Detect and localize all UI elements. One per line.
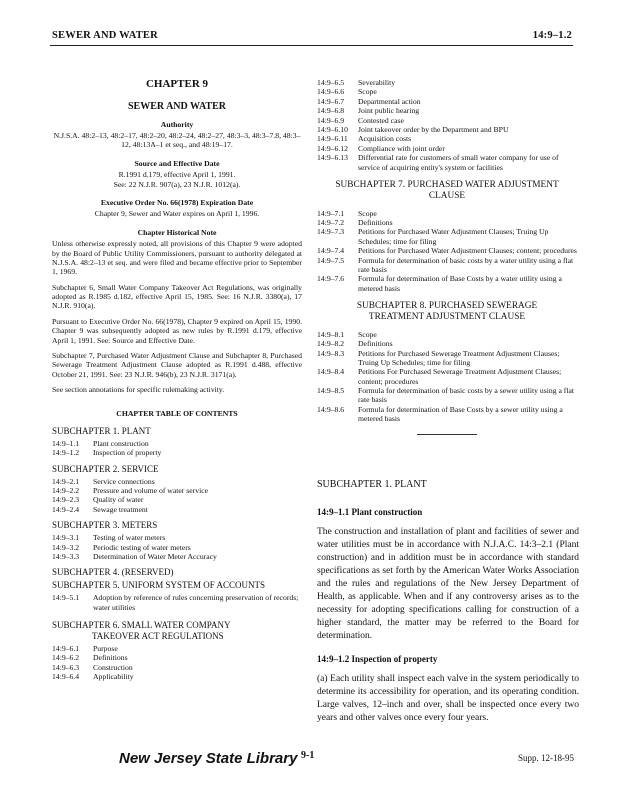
toc-entry: 14:9–6.10 Joint takeover order by the Department and BPU [317, 124, 509, 134]
toc-entry: 14:9–8.3 Petitions for Purchased Sewerage Treatment Adjustment Clauses; Truing Up Schedules; time for filing [317, 348, 560, 367]
toc-subchapter-1: SUBCHAPTER 1. PLANT [52, 425, 151, 436]
historical-note-p5: See section annotations for specific rulemaking activity. [52, 385, 225, 395]
toc-entry: 14:9–8.5 Formula for determination of basic costs by a sewer utility using a flat rate basis [317, 386, 575, 405]
toc-entry: 14:9–6.12 Compliance with joint order [317, 143, 445, 153]
toc-entry: 14:9–6.11 Acquisition costs [317, 134, 412, 144]
subchapter-1-body [317, 478, 579, 735]
toc-subchapter-5: SUBCHAPTER 5. UNIFORM SYSTEM OF ACCOUNTS [52, 580, 266, 591]
supplement-date: Supp. 12-18-95 [518, 753, 574, 763]
toc-entry: 14:9–8.1 Scope [317, 329, 377, 339]
toc-entry: 14:9–8.2 Definitions [317, 339, 393, 349]
toc-entry: 14:9–2.2 Pressure and volume of water service [52, 486, 209, 496]
source-label: Source and Effective Date [134, 158, 220, 168]
toc-entry: 14:9–6.3 Construction [52, 662, 133, 672]
toc-entry: 14:9–5.1 Adoption by reference of rules concerning preservation of records; water utilities [52, 593, 299, 612]
source-line-1: R.1991 d.179, effective April 1, 1991. [118, 170, 236, 180]
header-rule [50, 45, 573, 46]
toc-entry: 14:9–8.4 Petitions For Purchased Sewerage Treatment Adjustment Clauses; content; procedures [317, 367, 562, 386]
toc-entry: 14:9–6.7 Departmental action [317, 96, 421, 106]
source-line-2: See: 22 N.J.R. 907(a), 23 N.J.R. 1012(a). [113, 179, 241, 189]
toc-entry: 14:9–7.5 Formula for determination of basic costs by a water utility using a flat rate basis [317, 255, 574, 274]
section-1-1-heading: 14:9–1.1 Plant construction [317, 506, 423, 517]
toc-subchapter-2: SUBCHAPTER 2. SERVICE [52, 463, 159, 474]
historical-note-p1: Unless otherwise expressly noted, all provisions of this Chapter 9 were adopted by the Board of Public Utility Commissioners, pursuant to authority delegated at N.J.S.A. 48:2–13 et seq. and were filed and became effective prior to September 1, 1969. [52, 239, 302, 277]
subchapter-1-heading: SUBCHAPTER 1. PLANT [317, 479, 427, 490]
toc-entry: 14:9–6.1 Purpose [52, 644, 118, 654]
toc-entry: 14:9–6.5 Severability [317, 78, 396, 87]
toc-subchapter-3: SUBCHAPTER 3. METERS [52, 520, 158, 531]
toc-entry: 14:9–6.6 Scope [317, 87, 377, 97]
toc-entry: 14:9–3.2 Periodic testing of water meters [52, 542, 191, 552]
toc-entry: 14:9–1.1 Plant construction [52, 438, 149, 448]
page-number: 9-1 [301, 750, 315, 761]
toc-entry: 14:9–7.2 Definitions [317, 217, 393, 227]
toc-entry: 14:9–6.4 Applicability [52, 672, 134, 682]
toc-entry: 14:9–6.13 Differential rate for customers of small water company for use of service of acquiring entity's system or facilities [317, 153, 559, 172]
exec-order-text: Chapter 9, Sewer and Water expires on April 1, 1996. [94, 209, 260, 219]
authority-text: N.J.S.A. 48:2–13, 48:2–17, 48:2–20, 48:2–24, 48:2–27, 48:3–3, 48:3–7.8, 48:3–12, 48:13A–1 et seq., and 48:19–17. [53, 130, 301, 150]
toc-label: CHAPTER TABLE OF CONTENTS [116, 408, 238, 418]
historical-note-p4: Subchapter 7, Purchased Water Adjustment Clause and Subchapter 8, Purchased Sewerage Treatment Adjustment Clause adopted as R.1991 d.488, effective October 21, 1991. See: 23 N.J.R. 946(b), 23 N.J.R. 3171(a). [52, 351, 302, 379]
toc-entry: 14:9–7.4 Petitions for Purchased Water Adjustment Clauses; content; procedures [317, 246, 577, 256]
historical-note-p2: Subchapter 6, Small Water Company Takeover Act Regulations, was originally adopted as R.1985 d.182, effective April 15, 1985. See: 16 N.J.R. 3380(a), 17 N.J.R. 910(a). [52, 282, 302, 311]
right-column [317, 78, 577, 435]
toc-entry: 14:9–7.6 Formula for determination of Base Costs by a water utility using a metered basis [317, 274, 562, 293]
toc-entry: 14:9–6.8 Joint public hearing [317, 106, 420, 116]
running-header-section: 14:9–1.2 [532, 30, 572, 41]
toc-subchapter-6: SUBCHAPTER 6. SMALL WATER COMPANY TAKEOVER ACT REGULATIONS [52, 620, 231, 642]
left-column [52, 78, 302, 682]
toc-entry: 14:9–2.4 Sewage treatment [52, 504, 148, 514]
toc-subchapter-7: SUBCHAPTER 7. PURCHASED WATER ADJUSTMENT CLAUSE [335, 179, 559, 202]
section-1-2-text: (a) Each utility shall inspect each valve in the system periodically to determine its accessibility for operation, and its operating condition. Large valves, 12–inch and over, shall be inspected once every two years and other valves once every four years. [317, 674, 579, 724]
toc-entry: 14:9–6.2 Definitions [52, 653, 128, 663]
authority-label: Authority [160, 119, 194, 129]
toc-entry: 14:9–7.3 Petitions for Purchased Water Adjustment Clauses; Truing Up Schedules; time for filing [317, 227, 549, 246]
toc-entry: 14:9–8.6 Formula for determination of Base Costs by a sewer utility using a metered basis [317, 404, 563, 424]
chapter-number: CHAPTER 9 [145, 78, 209, 90]
chapter-name: SEWER AND WATER [128, 101, 226, 113]
toc-entry: 14:9–2.3 Quality of water [52, 495, 144, 505]
historical-note-p3: Pursuant to Executive Order No. 66(1978), Chapter 9 expired on April 15, 1990. Chapter 9 was subsequently adopted as new rules by R.1991 d.179, effective April 1, 1991. See: Source and Effective Date. [52, 316, 302, 345]
toc-entry: 14:9–2.1 Service connections [52, 476, 155, 486]
exec-order-label: Executive Order No. 66(1978) Expiration Date [100, 197, 254, 207]
toc-entry: 14:9–1.2 Inspection of property [52, 448, 162, 458]
toc-subchapter-8: SUBCHAPTER 8. PURCHASED SEWERAGE TREATMENT ADJUSTMENT CLAUSE [356, 301, 538, 323]
toc-subchapter-4: SUBCHAPTER 4. (RESERVED) [52, 567, 174, 578]
library-stamp: New Jersey State Library [119, 750, 298, 767]
running-header-title: SEWER AND WATER [52, 30, 158, 41]
toc-entry: 14:9–7.1 Scope [317, 208, 377, 218]
toc-end-rule [417, 434, 477, 435]
toc-entry: 14:9–6.9 Contested case [317, 115, 404, 125]
toc-entry: 14:9–3.3 Determination of Water Meter Accuracy [52, 552, 217, 561]
section-1-1-text: The construction and installation of plant and facilities of sewer and water utilities must be in accordance with N.J.A.C. 14:3–2.1 (Plant construction) and in addition must be in accordance with standard specifications as set forth by the American Water Works Association and the rules and regulations of the New Jersey Department of Health, as applicable. When and if any controversy arises as to the necessity for adopting specifications calling for construction of a higher standard, the matter may be referred to the Board for determination. [317, 527, 579, 642]
toc-entry: 14:9–3.1 Testing of water meters [52, 533, 166, 543]
section-1-2-heading: 14:9–1.2 Inspection of property [317, 654, 438, 665]
historical-note-label: Chapter Historical Note [137, 227, 217, 237]
